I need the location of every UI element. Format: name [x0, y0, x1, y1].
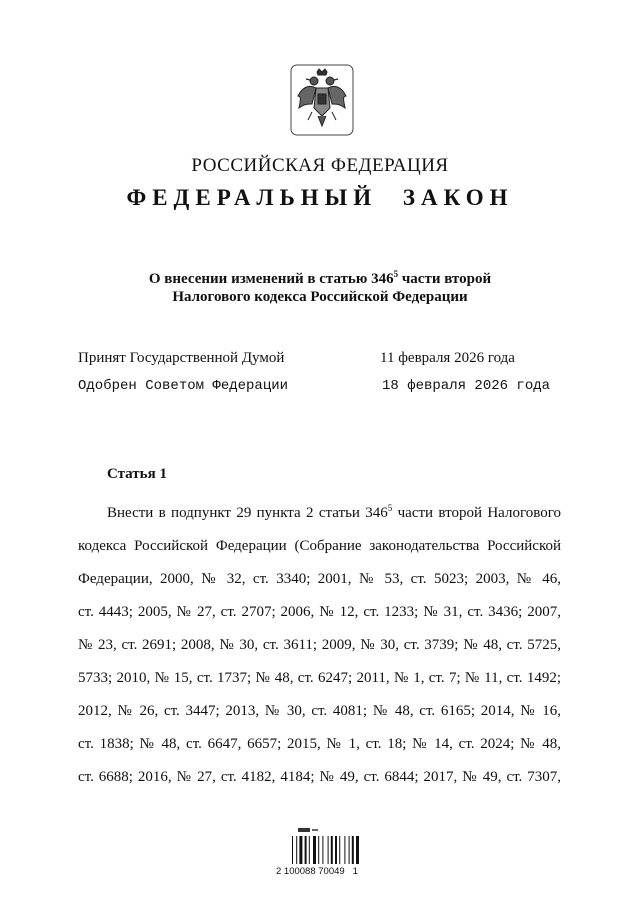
paragraph-text: Внести в подпункт 29 пункта 2 статьи 346 — [107, 505, 388, 521]
country-name: РОССИЙСКАЯ ФЕДЕРАЦИЯ — [191, 155, 449, 176]
law-title-text-continued: части второй — [398, 271, 492, 287]
duma-adoption-label: Принят Государственной Думой — [78, 350, 285, 366]
law-title-line-1 — [0, 270, 640, 288]
barcode-number: 2 100088 70049 1 — [276, 866, 358, 877]
law-title-text: О внесении изменений в статью 346 — [148, 271, 394, 287]
paragraph-line: 5733; 2010, № 15, ст. 1737; № 48, ст. 6247; 2011, № 1, ст. 7; № 11, ст. 1492; — [78, 670, 561, 686]
paragraph-line: ст. 4443; 2005, № 27, ст. 2707; 2006, № 12, ст. 1233; № 31, ст. 3436; 2007, — [78, 604, 561, 620]
barcode-icon — [290, 826, 360, 866]
law-title-superscript: 5 — [393, 269, 399, 279]
council-approval-label: Одобрен Советом Федерации — [78, 378, 289, 394]
paragraph-line: кодекса Российской Федерации (Собрание законодательства Российской — [78, 538, 561, 554]
paragraph-line: 2012, № 26, ст. 3447; 2013, № 30, ст. 4081; № 48, ст. 6165; 2014, № 16, — [78, 703, 561, 719]
paragraph-line: ст. 6688; 2016, № 27, ст. 4182, 4184; № 49, ст. 6844; 2017, № 49, ст. 7307, — [78, 769, 561, 785]
paragraph-line: № 23, ст. 2691; 2008, № 30, ст. 3611; 2009, № 30, ст. 3739; № 48, ст. 5725, — [78, 637, 561, 653]
coat-of-arms-emblem-icon — [290, 64, 354, 136]
duma-adoption-date: 11 февраля 2026 года — [380, 350, 515, 366]
council-approval-date: 18 февраля 2026 года — [382, 378, 551, 394]
paragraph-superscript: 5 — [387, 503, 393, 513]
document-type: ФЕДЕРАЛЬНЫЙ ЗАКОН — [126, 185, 514, 210]
law-title — [0, 270, 640, 306]
paragraph-text-continued: части второй Налогового — [392, 505, 561, 521]
law-title-line-2: Налогового кодекса Российской Федерации — [172, 289, 468, 305]
article-paragraph — [78, 497, 561, 794]
paragraph-line: ст. 1838; № 48, ст. 6647, 6657; 2015, № 1, ст. 18; № 14, ст. 2024; № 48, — [78, 736, 561, 752]
paragraph-line: Федерации, 2000, № 32, ст. 3340; 2001, № 53, ст. 5023; 2003, № 46, — [78, 571, 561, 587]
barcode — [290, 826, 360, 871]
article-heading: Статья 1 — [107, 466, 167, 482]
paragraph-line — [78, 497, 561, 530]
